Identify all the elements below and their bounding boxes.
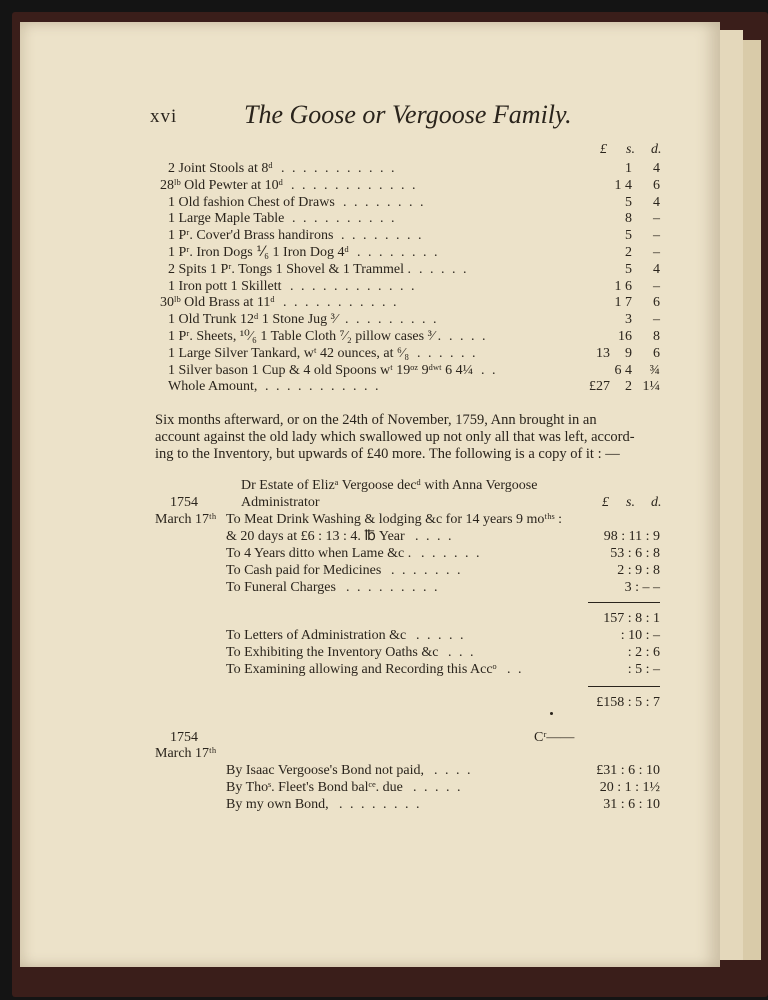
leader-dots: . . . . (449, 329, 488, 344)
account-year: 1754 (170, 495, 198, 510)
leader-dots: . . . . . . . . . (346, 580, 440, 595)
shillings-value: 1 6 (614, 278, 632, 294)
pounds-value: £27 (589, 379, 610, 395)
pence-heading: d. (651, 142, 662, 157)
paragraph-line: Six months afterward, or on the 24th of November, 1759, Ann brought in an (155, 412, 597, 428)
item-description: 1 Old Trunk 12ᵈ 1 Stone Jug ³⁄ (168, 312, 338, 328)
ink-mark (550, 712, 553, 715)
entry-text: To Funeral Charges (226, 580, 336, 595)
leader-dots: . . . . . . . . . . . . (291, 177, 418, 193)
credit-date: March 17ᵗʰ (155, 746, 217, 761)
shillings-value: 5 (625, 194, 632, 210)
item-description: 1 Large Maple Table (168, 211, 285, 227)
shillings-value: 1 4 (614, 177, 632, 193)
pence-value: – (653, 278, 660, 294)
shillings-value: 9 (625, 345, 632, 361)
entry-text: To Exhibiting the Inventory Oaths &c (226, 645, 439, 660)
leader-dots: . . . . . . . . (341, 228, 424, 244)
pence-value: 6 (653, 345, 660, 361)
entry-amount: 20 : 1 : 1½ (599, 780, 660, 795)
subtotal-rule (588, 602, 660, 603)
account-heading-2: Administrator (241, 495, 320, 510)
leader-dots: . . . . . . . . . . . (281, 161, 397, 176)
item-description: 2 Spits 1 Pʳ. Tongs 1 Shovel & 1 Trammel . (168, 261, 411, 277)
item-description: 1 Old fashion Chest of Draws (168, 194, 335, 210)
pence-value: – (653, 211, 660, 227)
shillings-value: 1 (625, 161, 632, 176)
leader-dots: . . . . . . . . . . . (265, 379, 381, 395)
credit-year: 1754 (170, 730, 198, 745)
entry-text: To 4 Years ditto when Lame &c . (226, 546, 412, 561)
leader-dots: . . (507, 662, 524, 677)
pence-value: 4 (653, 261, 660, 277)
entry-text: & 20 days at £6 : 13 : 4. ℔ Year (226, 529, 405, 544)
leader-dots: . . . . (434, 763, 473, 778)
total-amount: £158 : 5 : 7 (596, 695, 660, 710)
leader-dots: . . (481, 362, 498, 378)
account-date: March 17ᵗʰ (155, 512, 217, 527)
pence-value: 8 (653, 329, 660, 344)
entry-amount: 31 : 6 : 10 (603, 797, 660, 812)
pence-value: – (653, 228, 660, 244)
shillings-value: 2 (625, 245, 632, 260)
shillings-value: 16 (618, 329, 632, 344)
entry-text: To Examining allowing and Recording this Accᵒ (226, 662, 497, 677)
pence-value: – (653, 312, 660, 328)
page-number: xvi (150, 106, 178, 127)
pence-value: 1¼ (642, 379, 660, 395)
leader-dots: . . . (448, 645, 476, 660)
item-description: 28ˡᵇ Old Pewter at 10ᵈ (160, 177, 283, 193)
pence-value: 4 (653, 194, 660, 210)
leader-dots: . . . . . . . . . (345, 312, 439, 328)
entry-amount: 98 : 11 : 9 (603, 529, 660, 544)
entry-text: By Thoˢ. Fleet's Bond balᶜᵉ. due (226, 780, 403, 795)
entry-text: To Cash paid for Medicines (226, 563, 382, 578)
leader-dots: . . . . . . . . . . . . (290, 278, 417, 294)
account-heading: Dr Estate of Elizᵃ Vergoose decᵈ with Anna Vergoose (241, 478, 538, 493)
leader-dots: . . . . . . . . (339, 797, 422, 812)
leader-dots: . . . . (415, 529, 454, 544)
leader-dots: . . . . . (416, 628, 466, 643)
shillings-heading: s. (626, 142, 635, 157)
item-description: 2 Joint Stools at 8ᵈ (168, 161, 273, 176)
pence-value: 4 (653, 161, 660, 176)
item-description: 1 Silver bason 1 Cup & 4 old Spoons wᵗ 19ᵒᶻ 9ᵈʷᵗ 6 4¼ (168, 362, 474, 378)
pence-value: 6 (653, 295, 660, 311)
shillings-value: 5 (625, 228, 632, 244)
paragraph-line: ing to the Inventory, but upwards of £40 more. The following is a copy of it : — (155, 446, 620, 462)
leader-dots: . . . . . . . . . . . (283, 295, 399, 311)
page-title: The Goose or Vergoose Family. (244, 100, 572, 129)
leader-dots: . . . . . . . (391, 563, 463, 578)
leader-dots: . . . . . . . . (343, 194, 426, 210)
pounds-heading: £ (602, 495, 609, 510)
entry-text: To Letters of Administration &c (226, 628, 407, 643)
item-description: 1 Pʳ. Cover'd Brass handirons (168, 228, 334, 244)
shillings-value: 6 4 (614, 362, 632, 378)
leader-dots: . . . . . . . . . . (292, 211, 397, 227)
leader-dots: . . . . . . (417, 345, 478, 361)
item-description: 1 Pʳ. Sheets, ¹⁰⁄₆ 1 Table Cloth ⁷⁄₂ pillow cases ³⁄ . (168, 329, 442, 344)
leader-dots: . . . . . . (421, 546, 482, 561)
subtotal-amount: 157 : 8 : 1 (603, 611, 660, 626)
pence-value: ¾ (649, 362, 660, 378)
entry-amount: £31 : 6 : 10 (596, 763, 660, 778)
shillings-value: 2 (625, 379, 632, 395)
total-rule (588, 686, 660, 687)
leader-dots: . . . . . . . . (357, 245, 440, 260)
leader-dots: . . . . . (419, 261, 469, 277)
leader-dots: . . . . . (413, 780, 463, 795)
item-description: Whole Amount, (168, 379, 258, 395)
pence-value: – (653, 245, 660, 260)
entry-amount: 2 : 9 : 8 (617, 563, 660, 578)
entry-text: By my own Bond, (226, 797, 329, 812)
entry-text: To Meat Drink Washing & lodging &c for 14 years 9 moᵗʰˢ : (226, 512, 562, 527)
shillings-value: 1 7 (614, 295, 632, 311)
item-description: 30ˡᵇ Old Brass at 11ᵈ (160, 295, 275, 311)
shillings-heading: s. (626, 495, 635, 510)
shillings-value: 8 (625, 211, 632, 227)
entry-text: By Isaac Vergoose's Bond not paid, (226, 763, 424, 778)
item-description: 1 Pʳ. Iron Dogs ⅟₆ 1 Iron Dog 4ᵈ (168, 245, 349, 260)
pence-value: 6 (653, 177, 660, 193)
credit-label: Cʳ—— (534, 730, 575, 745)
item-description: 1 Large Silver Tankard, wᵗ 42 ounces, at ⁶⁄₈ (168, 345, 410, 361)
pence-heading: d. (651, 495, 662, 510)
paragraph-line: account against the old lady which swallowed up not only all that was left, accord- (155, 429, 635, 445)
item-description: 1 Iron pott 1 Skillett (168, 278, 282, 294)
pounds-value: 13 (596, 345, 610, 361)
entry-amount: : 2 : 6 (627, 645, 660, 660)
entry-amount: 3 : – – (624, 580, 660, 595)
entry-amount: : 10 : – (620, 628, 660, 643)
entry-amount: : 5 : – (627, 662, 660, 677)
shillings-value: 5 (625, 261, 632, 277)
pounds-heading: £ (600, 142, 607, 157)
shillings-value: 3 (625, 312, 632, 328)
entry-amount: 53 : 6 : 8 (610, 546, 660, 561)
